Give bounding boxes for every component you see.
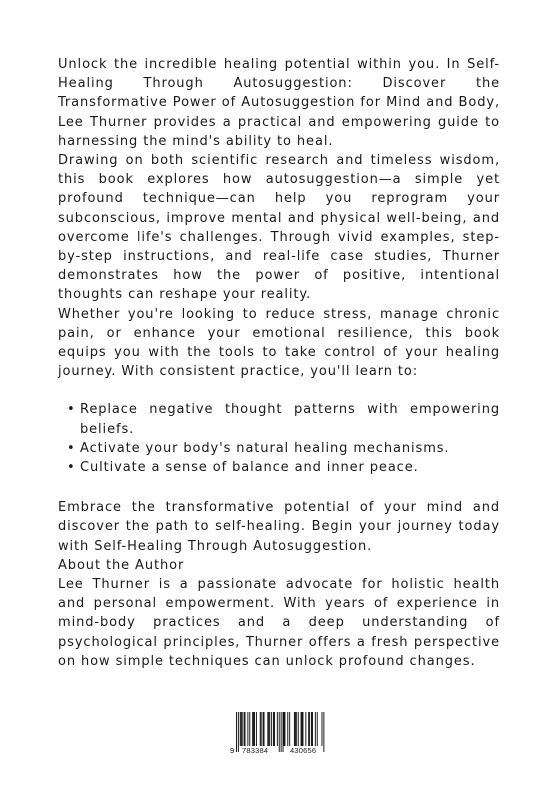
barcode-bar xyxy=(295,712,296,746)
barcode-bar xyxy=(279,712,280,752)
barcode-bar xyxy=(242,712,243,746)
barcode-bar xyxy=(308,712,309,746)
barcode-bar xyxy=(264,712,265,746)
intro-paragraph-1: Unlock the incredible healing potential within you. In Self-Healing Through Autosuggestion: Discover the Transformative Power of Autosuggestion for Mind and Body, Lee Thurner provides a practical and empowering guide to harnessing the mind's ability to heal. xyxy=(58,57,500,149)
barcode-lead-digit: 9 xyxy=(230,746,235,755)
barcode-bar xyxy=(236,712,237,752)
closing-paragraph: Embrace the transformative potential of your mind and discover the path to self-healing. Begin your journey today with Self-Healing Through Autosuggestion. xyxy=(58,500,500,554)
barcode-bar xyxy=(289,712,290,746)
barcode-bar xyxy=(249,712,250,746)
bullet-icon: • xyxy=(67,402,76,418)
barcode-bar xyxy=(312,712,313,746)
barcode-bar xyxy=(305,712,306,746)
about-author-heading: About the Author xyxy=(58,557,185,573)
barcode-group-2: 430656 xyxy=(290,746,317,755)
barcode-bar xyxy=(283,712,284,752)
list-item-text: Replace negative thought patterns with empowering beliefs. xyxy=(80,402,500,437)
barcode-bar xyxy=(271,712,272,746)
barcode-bar xyxy=(322,712,323,746)
barcode-bar xyxy=(317,712,318,746)
barcode-bar xyxy=(253,712,254,746)
barcode-bar xyxy=(240,712,241,746)
intro-paragraph-3: Whether you're looking to reduce stress, manage chronic pain, or enhance your emotional resilience, this book equips you with the tools to take control of your healing journey. With consistent practice, you'll learn to: xyxy=(58,306,500,380)
barcode-bar xyxy=(311,712,312,746)
list-item xyxy=(58,458,500,477)
barcode-bar xyxy=(273,712,274,746)
barcode-bar xyxy=(284,712,285,746)
barcode-bar xyxy=(309,712,310,746)
list-item xyxy=(58,439,500,458)
barcode-bar xyxy=(294,712,295,746)
list-item xyxy=(58,400,500,438)
bullet-icon: • xyxy=(67,460,76,476)
barcode-bar xyxy=(269,712,270,746)
barcode-bar xyxy=(301,712,302,746)
barcode-group-1: 783384 xyxy=(242,746,269,755)
barcode-bar xyxy=(247,712,248,746)
barcode-bar xyxy=(261,712,262,746)
barcode-bar xyxy=(263,712,264,746)
isbn-barcode xyxy=(230,712,330,758)
barcode-bar xyxy=(296,712,297,746)
barcode-bar xyxy=(303,712,304,746)
barcode-bar xyxy=(267,712,268,746)
barcode-bar xyxy=(256,712,257,746)
barcode-bar xyxy=(245,712,246,746)
barcode-bar xyxy=(323,712,324,752)
bullet-icon: • xyxy=(67,440,76,456)
intro-paragraph-2: Drawing on both scientific research and timeless wisdom, this book explores how autosuggestion—a simple yet profound technique—can help you reprogram your subconscious, improve mental and physical well-being, and overcome life's challenges. Through vivid examples, step-by-step instructions, and real-life case studies, Thurner demonstrates how the power of positive, intentional thoughts can reshape your reality. xyxy=(58,153,500,303)
list-item-text: Activate your body's natural healing mechanisms. xyxy=(80,440,450,456)
barcode-bar xyxy=(252,712,253,746)
barcode-bar xyxy=(315,712,316,746)
barcode-bar xyxy=(298,712,299,746)
barcode-bar xyxy=(268,712,269,746)
author-bio: Lee Thurner is a passionate advocate for holistic health and personal empowerment. With years of experience in mind-body practices and a deep understanding of psychological principles, Thurner offers a fresh perspective on how simple techniques can unlock profound changes. xyxy=(58,577,500,669)
barcode-bar xyxy=(274,712,275,746)
barcode-bar xyxy=(302,712,303,746)
barcode-bar xyxy=(284,712,285,746)
barcode-bar xyxy=(277,712,278,746)
barcode-bar xyxy=(241,712,242,746)
list-item-text: Cultivate a sense of balance and inner peace. xyxy=(80,460,419,476)
barcode-bar xyxy=(254,712,255,746)
barcode-bar xyxy=(287,712,288,746)
barcode-bar xyxy=(260,712,261,746)
back-cover-text xyxy=(58,55,500,671)
benefits-list xyxy=(58,400,500,477)
barcode-bar xyxy=(281,712,282,752)
barcode-bar xyxy=(238,712,239,752)
barcode-bar xyxy=(244,712,245,746)
